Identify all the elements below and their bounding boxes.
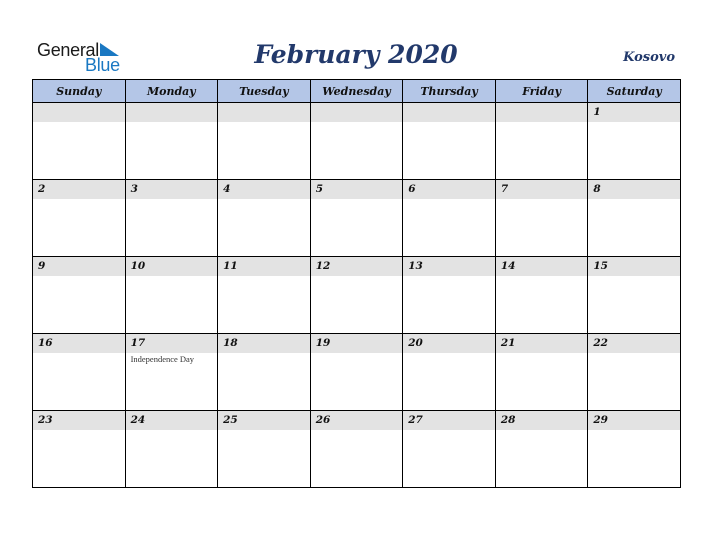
day-cell — [495, 180, 588, 257]
calendar-title: February 2020 — [254, 40, 458, 69]
week-row — [33, 411, 681, 488]
day-number: 6 — [403, 180, 495, 199]
day-number: 3 — [126, 180, 218, 199]
day-number: 28 — [496, 411, 588, 430]
day-cell — [33, 411, 126, 488]
day-number: 11 — [218, 257, 310, 276]
day-cell — [33, 180, 126, 257]
day-number: 20 — [403, 334, 495, 353]
day-cell — [218, 103, 311, 180]
day-cell — [33, 334, 126, 411]
day-number — [311, 103, 403, 122]
day-number: 4 — [218, 180, 310, 199]
day-number: 19 — [311, 334, 403, 353]
logo-text-blue: Blue — [85, 55, 120, 75]
day-cell — [310, 103, 403, 180]
day-cell — [403, 411, 496, 488]
day-cell — [495, 334, 588, 411]
day-cell — [125, 411, 218, 488]
day-cell — [495, 411, 588, 488]
day-number — [403, 103, 495, 122]
day-cell — [218, 180, 311, 257]
week-row — [33, 103, 681, 180]
week-row — [33, 257, 681, 334]
day-cell — [310, 411, 403, 488]
day-number: 27 — [403, 411, 495, 430]
day-number: 15 — [588, 257, 680, 276]
day-number: 10 — [126, 257, 218, 276]
day-number — [496, 103, 588, 122]
calendar-grid — [32, 79, 681, 488]
day-cell — [310, 334, 403, 411]
day-number: 26 — [311, 411, 403, 430]
day-cell — [33, 103, 126, 180]
day-cell — [403, 180, 496, 257]
day-cell — [218, 334, 311, 411]
day-number: 14 — [496, 257, 588, 276]
day-cell — [218, 411, 311, 488]
day-cell — [310, 180, 403, 257]
week-row — [33, 180, 681, 257]
day-number — [33, 103, 125, 122]
day-cell — [588, 411, 681, 488]
day-cell — [403, 334, 496, 411]
day-cell — [310, 257, 403, 334]
country-label: Kosovo — [623, 50, 675, 65]
day-number: 7 — [496, 180, 588, 199]
day-number: 25 — [218, 411, 310, 430]
day-number: 17 — [126, 334, 218, 353]
day-number: 21 — [496, 334, 588, 353]
day-cell — [125, 180, 218, 257]
day-number: 18 — [218, 334, 310, 353]
day-number: 24 — [126, 411, 218, 430]
day-cell — [33, 257, 126, 334]
day-cell — [588, 103, 681, 180]
day-cell — [588, 180, 681, 257]
weekday-wednesday: Wednesday — [310, 80, 403, 103]
day-number: 23 — [33, 411, 125, 430]
day-cell — [588, 257, 681, 334]
weekday-sunday: Sunday — [33, 80, 126, 103]
day-number: 8 — [588, 180, 680, 199]
day-number: 13 — [403, 257, 495, 276]
weekday-saturday: Saturday — [588, 80, 681, 103]
day-number: 29 — [588, 411, 680, 430]
day-number — [218, 103, 310, 122]
day-cell — [403, 257, 496, 334]
day-number — [126, 103, 218, 122]
day-cell — [125, 103, 218, 180]
day-cell — [218, 257, 311, 334]
day-cell — [403, 103, 496, 180]
weekday-header-row — [33, 80, 681, 103]
day-number: 22 — [588, 334, 680, 353]
day-number: 9 — [33, 257, 125, 276]
weekday-monday: Monday — [125, 80, 218, 103]
day-number: 1 — [588, 103, 680, 122]
day-cell — [495, 257, 588, 334]
day-number: 16 — [33, 334, 125, 353]
logo-text-general: General — [37, 40, 99, 60]
day-cell — [125, 257, 218, 334]
day-number: 5 — [311, 180, 403, 199]
day-cell — [125, 334, 218, 411]
holiday-event: Independence Day — [130, 354, 195, 364]
weekday-tuesday: Tuesday — [218, 80, 311, 103]
day-cell — [495, 103, 588, 180]
week-row — [33, 334, 681, 411]
weekday-thursday: Thursday — [403, 80, 496, 103]
day-number: 2 — [33, 180, 125, 199]
day-cell — [588, 334, 681, 411]
day-number: 12 — [311, 257, 403, 276]
weekday-friday: Friday — [495, 80, 588, 103]
